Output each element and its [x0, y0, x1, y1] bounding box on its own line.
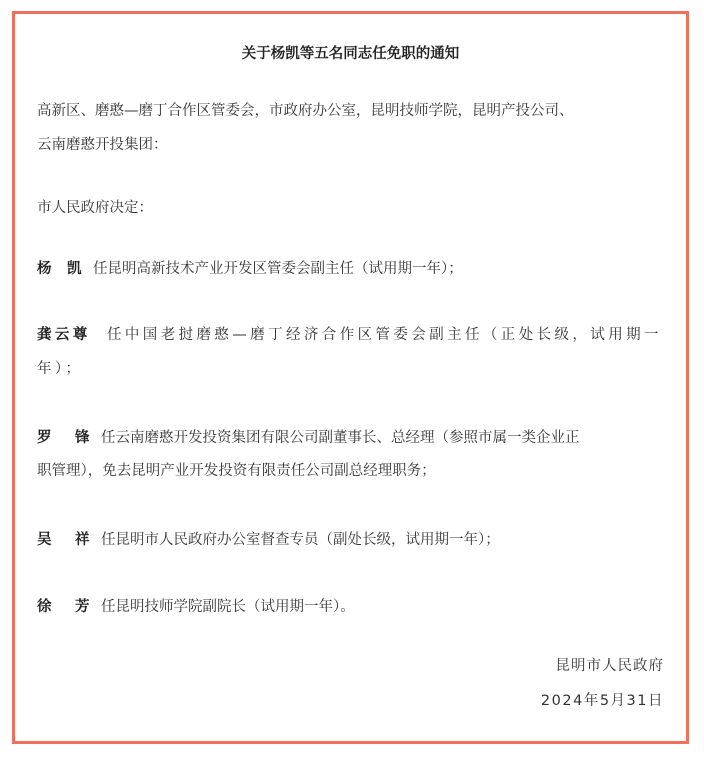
appointee-name: 徐 芳: [37, 599, 90, 615]
appointment-luo-feng: [37, 428, 580, 448]
signature-issuer: 昆明市人民政府: [555, 658, 664, 674]
recipients-line-1: 高新区、磨憨—磨丁合作区管委会，市政府办公室，昆明技师学院，昆明产投公司、: [37, 103, 574, 119]
appointment-gong-yunzun-cont: 年）；: [37, 361, 84, 377]
appointee-name: 吴 祥: [37, 532, 90, 548]
recipients-line-2: 云南磨憨开投集团：: [37, 137, 168, 153]
notice-frame: [12, 11, 689, 744]
appointment-gong-yunzun: [37, 325, 662, 345]
appointment-text: 任昆明市人民政府办公室督查专员（副处长级，试用期一年）；: [101, 532, 500, 548]
appointment-yang-kai: [37, 259, 463, 279]
appointment-text: 任云南磨憨开发投资集团有限公司副董事长、总经理（参照市属一类企业正: [101, 430, 580, 446]
appointee-name: 杨 凯: [37, 261, 82, 277]
appointee-name: 龚云尊: [37, 327, 91, 343]
appointee-name: 罗 锋: [37, 430, 90, 446]
appointment-text: 任昆明高新技术产业开发区管委会副主任（试用期一年）；: [93, 261, 463, 277]
notice-title: 关于杨凯等五名同志任免职的通知: [241, 46, 460, 62]
signature-date: 2024年5月31日: [540, 693, 664, 709]
appointment-luo-feng-cont: 职管理），免去昆明产业开发投资有限责任公司副总经理职务；: [37, 463, 436, 479]
appointment-text: 任中国老挝磨憨—磨丁经济合作区管委会副主任（正处长级，试用期一: [107, 327, 662, 343]
decision-intro: 市人民政府决定：: [37, 200, 153, 216]
appointment-xu-fang: [37, 597, 355, 617]
appointment-wu-xiang: [37, 530, 500, 550]
appointment-text: 任昆明技师学院副院长（试用期一年）。: [101, 599, 355, 615]
